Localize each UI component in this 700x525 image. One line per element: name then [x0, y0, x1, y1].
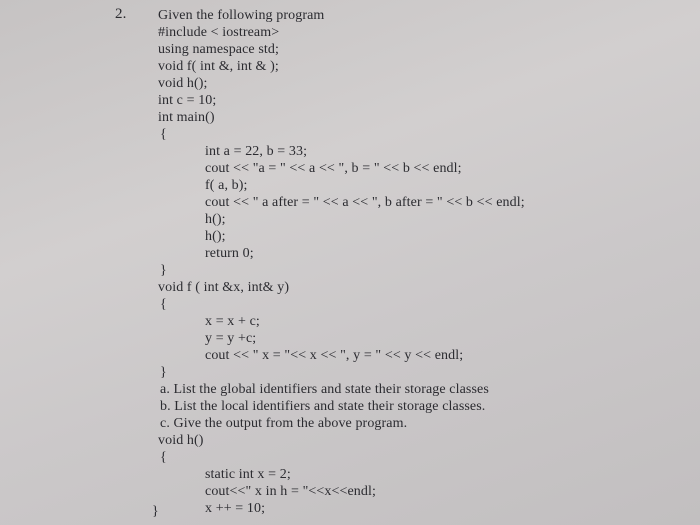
code-line-cout-xy: cout << " x = "<< x << ", y = " << y << endl;	[205, 348, 464, 363]
code-line-y-assign: y = y +c;	[205, 331, 257, 346]
code-line-brace: }	[160, 365, 167, 380]
code-line-include: #include < iostream>	[158, 25, 280, 40]
code-line-brace: }	[160, 263, 167, 278]
code-line-global-c: int c = 10;	[158, 93, 217, 108]
code-line-cout-ab: cout << "a = " << a << ", b = " << b << endl;	[205, 161, 462, 176]
code-line-brace: }	[152, 504, 159, 519]
code-line-brace: {	[160, 127, 167, 142]
code-line-def-h: void h()	[158, 433, 204, 448]
code-line-call-f: f( a, b);	[205, 178, 248, 193]
code-line-brace: {	[160, 297, 167, 312]
code-line-main: int main()	[158, 110, 215, 125]
code-line-brace: {	[160, 450, 167, 465]
code-line-def-f: void f ( int &x, int& y)	[158, 280, 290, 295]
question-part-b: b. List the local identifiers and state their storage classes.	[160, 399, 486, 414]
code-line-cout-h: cout<<" x in h = "<<x<<endl;	[205, 484, 376, 499]
code-line-static-x: static int x = 2;	[205, 467, 291, 482]
code-line-proto-f: void f( int &, int & );	[158, 59, 279, 74]
code-line-x-assign: x = x + c;	[205, 314, 260, 329]
code-line-return: return 0;	[205, 246, 254, 261]
program-intro: Given the following program	[158, 8, 325, 23]
code-line-namespace: using namespace std;	[158, 42, 279, 57]
code-line-proto-h: void h();	[158, 76, 208, 91]
code-line-decl-ab: int a = 22, b = 33;	[205, 144, 308, 159]
question-part-c: c. Give the output from the above program.	[160, 416, 408, 431]
code-line-call-h: h();	[205, 229, 226, 244]
code-line-x-increment: x ++ = 10;	[205, 501, 266, 516]
code-line-call-h: h();	[205, 212, 226, 227]
question-number: 2.	[115, 6, 127, 22]
question-part-a: a. List the global identifiers and state their storage classes	[160, 382, 489, 397]
code-line-cout-after: cout << " a after = " << a << ", b after = " << b << endl;	[205, 195, 525, 210]
